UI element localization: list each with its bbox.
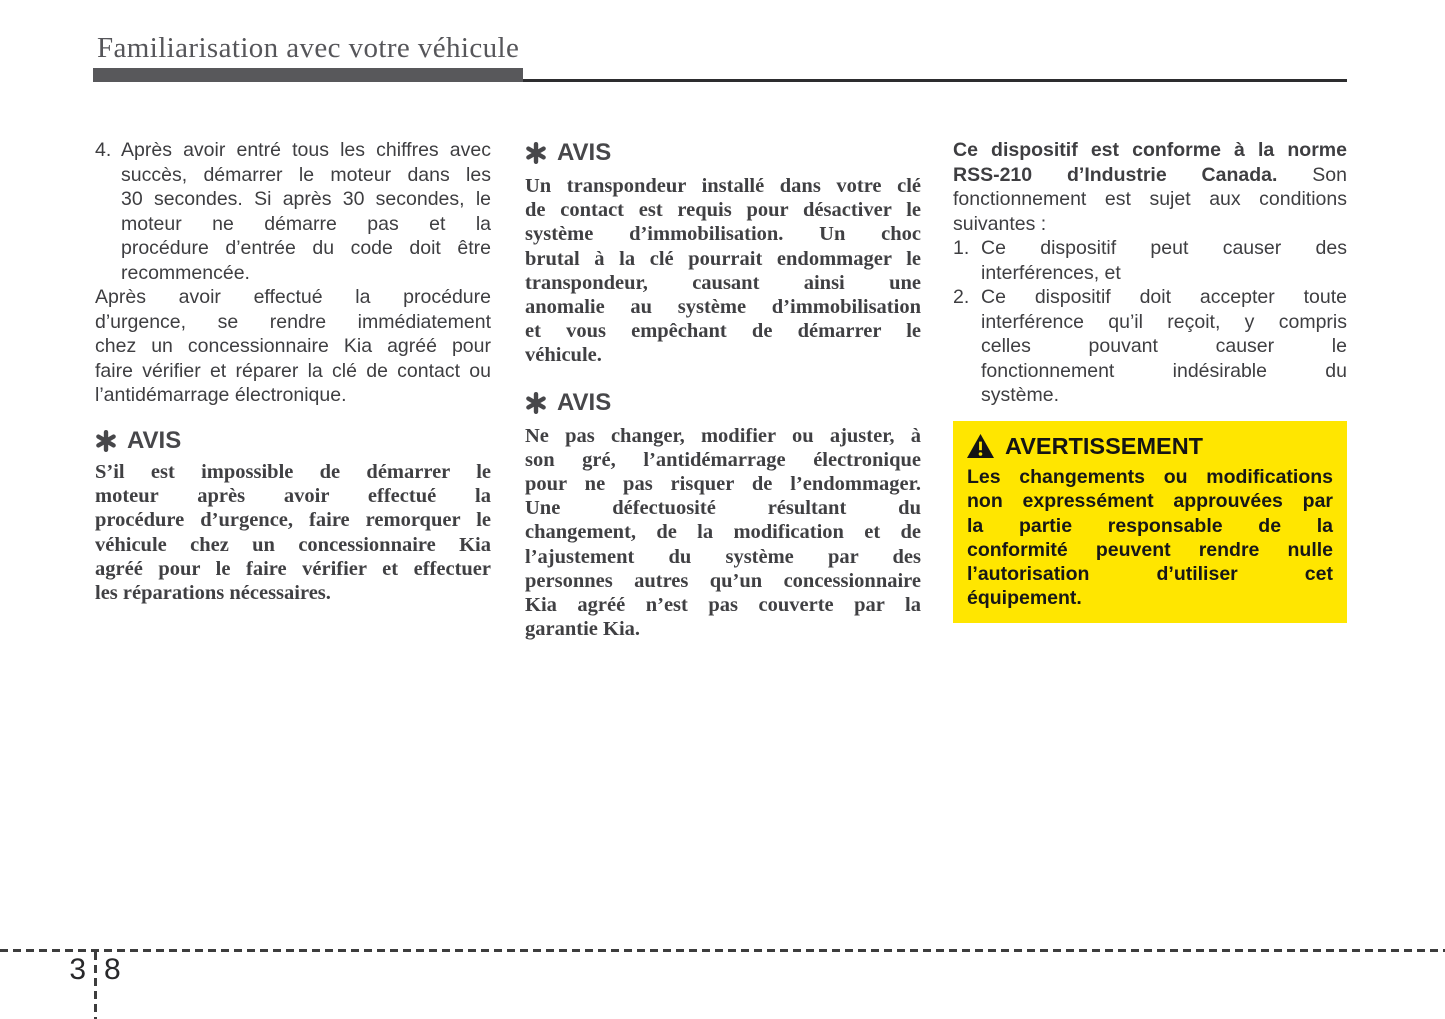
avis-heading-label: AVIS: [557, 139, 612, 166]
warning-triangle-icon: [967, 434, 994, 458]
step-number: 4.: [95, 139, 112, 161]
header-bar: [93, 68, 523, 82]
avis-text: S’il est impossible de démarrer le moteur après avoir effectué la procédure d’urgence, faire remorquer le véhicule chez un concessionnaire Kia agréé pour le faire vérifier et effectuer les réparations nécessaires.: [95, 461, 491, 605]
avis-heading: [525, 139, 921, 167]
avis-heading: [95, 426, 491, 454]
footer-dashed-divider: [94, 952, 97, 1019]
list-item-text: Ce dispositif peut causer des interférences, et: [981, 237, 1347, 284]
asterisk-icon: [525, 142, 547, 164]
avis-heading: [525, 389, 921, 417]
footer-dashed-rule: [0, 949, 1445, 952]
asterisk-icon: [525, 392, 547, 414]
warning-heading-label: AVERTISSEMENT: [1005, 432, 1204, 459]
step-text: Après avoir entré tous les chiffres avec succès, démarrer le moteur dans les 30 secondes. Si après 30 secondes, le moteur ne démarre pas et la procédure d’entrée du code doit être recommencée.: [121, 139, 491, 284]
column-right: [953, 138, 1347, 623]
column-middle: [525, 138, 921, 641]
column-left: [95, 138, 491, 605]
avis-text: Un transpondeur installé dans votre clé de contact est requis pour désactiver le système d’immobilisation. Un choc brutal à la clé pourrait endommager le transpondeur, causant ainsi une anomalie au système d’immobilisation et vous empêchant de démarrer le véhicule.: [525, 175, 921, 367]
rss-210-notice: Ce dispositif est conforme à la norme RSS-210 d’Industrie Canada. Son fonctionnement est sujet aux conditions suivantes :: [953, 139, 1347, 235]
numbered-step-4: [95, 138, 491, 285]
chapter-title: Familiarisation avec votre véhicule: [97, 32, 520, 64]
list-item-text: Ce dispositif doit accepter toute interférence qu’il reçoit, y compris celles pouvant causer le fonctionnement indésirable du système.: [981, 286, 1347, 406]
avis-heading-label: AVIS: [557, 388, 612, 416]
avis-text: Ne pas changer, modifier ou ajuster, à son gré, l’antidémarrage électronique pour ne pas risquer de l’endommager. Une défectuosité résultant du changement, de la modification et de l’ajustement du système par des personnes autres qu’un concessionnaire Kia agréé n’est pas couverte par la garantie Kia.: [525, 424, 921, 641]
condition-item-1: [953, 236, 1347, 285]
warning-box: [953, 421, 1347, 623]
list-number: 2.: [953, 286, 970, 308]
warning-heading: [967, 434, 1333, 459]
avis-heading-label: AVIS: [127, 426, 182, 454]
warning-text: Les changements ou modifications non expressément approuvées par la partie responsable de la conformité peuvent rendre nulle l’autorisation d’utiliser cet équipement.: [967, 466, 1333, 610]
page-number: 8: [104, 953, 121, 986]
list-number: 1.: [953, 237, 970, 259]
paragraph-emergency-procedure: Après avoir effectué la procédure d’urgence, se rendre immédiatement chez un concessionnaire Kia agréé pour faire vérifier et réparer la clé de contact ou l’antidémarrage électronique.: [95, 286, 491, 406]
header-rule: [523, 79, 1347, 82]
condition-item-2: [953, 285, 1347, 408]
chapter-number: 3: [69, 953, 86, 986]
asterisk-icon: [95, 430, 117, 452]
